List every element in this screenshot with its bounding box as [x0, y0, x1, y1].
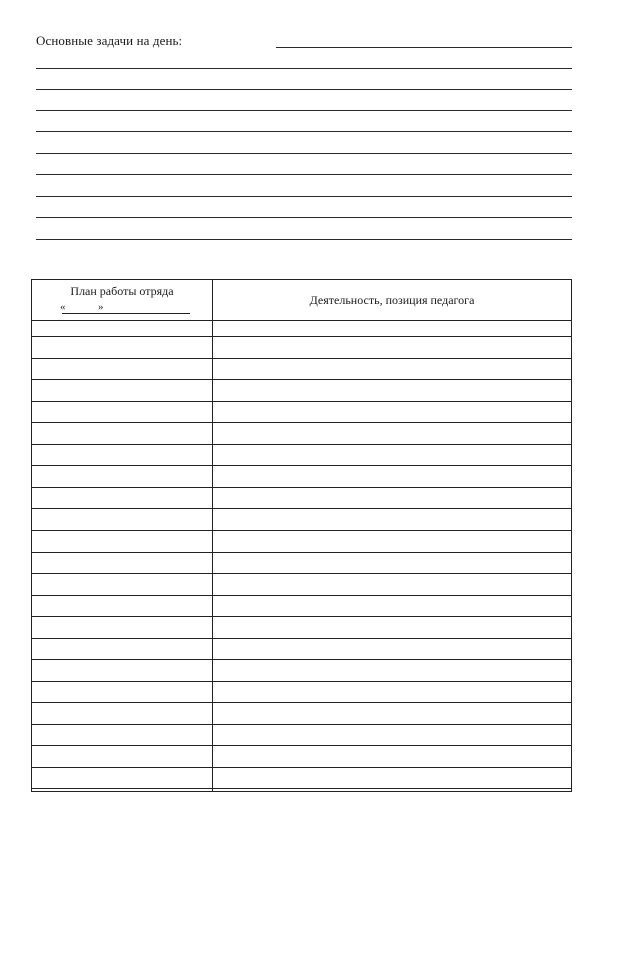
date-underline	[62, 313, 190, 314]
writing-line	[36, 89, 572, 90]
table-row	[32, 702, 571, 703]
date-open-quote: «	[60, 301, 66, 313]
writing-line	[36, 217, 572, 218]
table-row	[32, 616, 571, 617]
activity-header-cell	[213, 280, 571, 320]
table-rows	[32, 321, 571, 791]
table-row	[32, 788, 571, 789]
table-row	[32, 379, 571, 380]
writing-line	[36, 68, 572, 69]
table-row	[32, 508, 571, 509]
table-row	[32, 681, 571, 682]
table-row	[32, 465, 571, 466]
table-row	[32, 401, 571, 402]
table-row	[32, 422, 571, 423]
date-field	[32, 299, 212, 315]
tasks-title: Основные задачи на день:	[36, 33, 183, 48]
writing-line	[36, 239, 572, 240]
table-row	[32, 530, 571, 531]
writing-line	[36, 110, 572, 111]
writing-line	[36, 131, 572, 132]
table-row	[32, 336, 571, 337]
table-row	[32, 638, 571, 639]
tasks-writing-lines	[36, 0, 572, 260]
table-row	[32, 659, 571, 660]
plan-header-cell	[32, 280, 212, 320]
activity-header-title: Деятельность, позиция педагога	[309, 292, 475, 307]
plan-table	[31, 279, 572, 792]
writing-line	[36, 196, 572, 197]
writing-line	[36, 153, 572, 154]
table-row	[32, 767, 571, 768]
table-row	[32, 552, 571, 553]
table-row	[32, 573, 571, 574]
table-row	[32, 444, 571, 445]
table-row	[32, 595, 571, 596]
date-close-quote: »	[98, 301, 104, 313]
writing-line	[36, 174, 572, 175]
table-row	[32, 724, 571, 725]
table-row	[32, 358, 571, 359]
table-row	[32, 487, 571, 488]
table-row	[32, 745, 571, 746]
plan-header-title: План работы отряда	[70, 284, 174, 298]
